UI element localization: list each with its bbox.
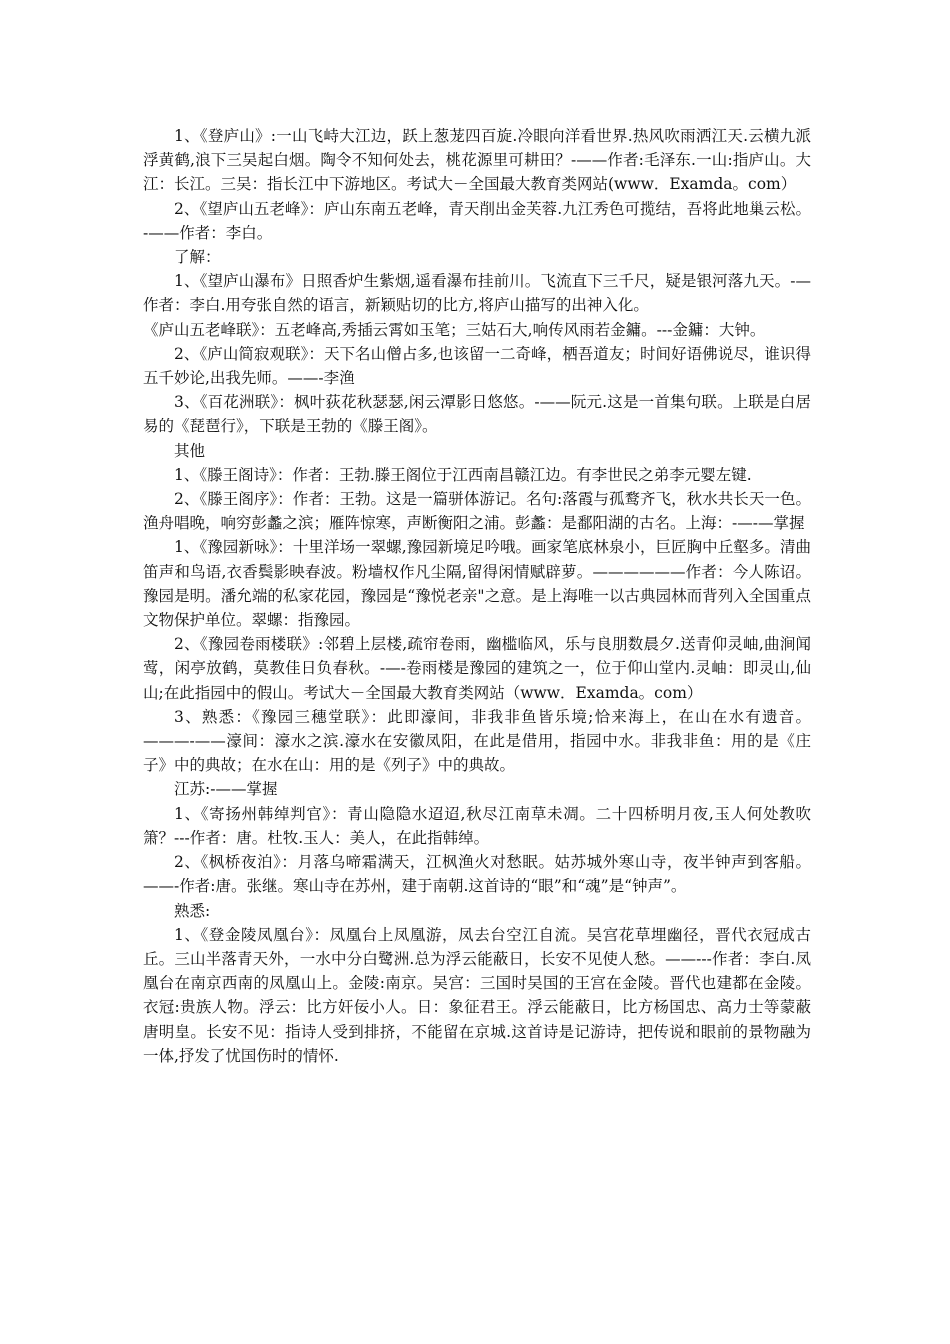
paragraph-yuyuan-juanyulou-couplet: 2、《豫园卷雨楼联》:邻碧上层楼,疏帘卷雨，幽槛临风，乐与良朋数晨夕.送青仰灵岫,曲涧闻莺，闲亭放鹤，莫教佳日负春秋。-—-卷雨楼是豫园的建筑之一，位于仰山堂内.灵岫：即灵山,仙山;在此指园中的假山。考试大－全国最大教育类网站（www．Examda。com） [143, 635, 811, 702]
paragraph-jianjiguan-couplet: 2、《庐山简寂观联》：天下名山僧占多,也该留一二奇峰，栖吾道友；时间好语佛说尽，谁识得五千妙论,出我先师。——-李渔 [143, 344, 811, 388]
document-page [143, 124, 811, 1068]
section-heading-familiar: 熟悉: [174, 901, 211, 920]
paragraph-jinling-poem: 1、《登金陵凤凰台》：凤凰台上凤凰游，凤去台空江自流。吴宫花草埋幽径，晋代衣冠成古丘。三山半落青天外，一水中分白鹭洲.总为浮云能蔽日，长安不见使人愁。——---作者：李白.凤凰台在南京西南的凤凰山上。金陵:南京。吴宫：三国时吴国的王宫在金陵。晋代也建都在金陵。衣冠:贵族人物。浮云：比方奸佞小人。日：象征君王。浮云能蔽日，比方杨国忠、高力士等蒙蔽唐明皇。长安不见：指诗人受到排挤，不能留在京城.这首诗是记游诗，把传说和眼前的景物融为一体,抒发了忧国伤时的情怀. [143, 925, 811, 1065]
paragraph-tengwangge-preface: 2、《滕王阁序》：作者：王勃。这是一篇骈体游记。名句:落霞与孤鹜齐飞，秋水共长天一色。渔舟唱晚，响穷彭蠡之滨；雁阵惊寒，声断衡阳之浦。彭蠡：是鄱阳湖的古名。上海：-—-—掌握 [143, 490, 811, 533]
paragraph-yuyuan-poem: 1、《豫园新咏》：十里洋场一翠螺,豫园新境足吟哦。画家笔底林泉小，巨匠胸中丘壑多。清曲笛声和鸟语,衣香鬓影映春波。粉墙权作凡尘隔,留得闲情赋辟萝。——————作者：今人陈诏。豫园是明。潘允端的私家花园，豫园是“豫悦老亲"之意。是上海唯一以古典园林而背列入全国重点文物保护单位。翠螺：指豫园。 [143, 538, 811, 630]
paragraph-fengqiao-poem: 2、《枫桥夜泊》：月落乌啼霜满天，江枫渔火对愁眠。姑苏城外寒山寺，夜半钟声到客船。——-作者:唐。张继。寒山寺在苏州，建于南朝.这首诗的“眼”和“魂”是“钟声”。 [143, 853, 811, 896]
section-heading-other: 其他 [174, 441, 206, 460]
section-heading-understand: 了解： [174, 248, 221, 267]
paragraph-waterfall-poem: 1、《望庐山瀑布》日照香炉生紫烟,遥看瀑布挂前川。飞流直下三千尺，疑是银河落九天。-—作者：李白.用夸张自然的语言，新颖贴切的比方,将庐山描写的出神入化。 [143, 272, 811, 315]
paragraph-yangzhou-poem: 1、《寄扬州韩绰判官》：青山隐隐水迢迢,秋尽江南草未凋。二十四桥明月夜,玉人何处教吹箫？---作者：唐。杜牧.玉人：美人，在此指韩绰。 [143, 804, 811, 847]
paragraph-yuyuan-sansuitang-couplet: 3、熟悉：《豫园三穗堂联》：此即濠间，非我非鱼皆乐境;恰来海上，在山在水有遗音。———-——濠间：濠水之滨.濠水在安徽凤阳，在此是借用，指园中水。非我非鱼：用的是《庄子》中的典故；在水在山：用的是《列子》中的典故。 [143, 707, 811, 775]
paragraph-lushan-poem: 1、《登庐山》:一山飞峙大江边，跃上葱茏四百旋.冷眼向洋看世界.热风吹雨洒江天.云横九派浮黄鹤,浪下三吴起白烟。陶令不知何处去，桃花源里可耕田？-——作者:毛泽东.一山:指庐山。大江：长江。三吴：指长江中下游地区。考试大－全国最大教育类网站(www．Examda。com） [143, 127, 811, 194]
paragraph-tengwangge-poem: 1、《滕王阁诗》：作者：王勃.滕王阁位于江西南昌赣江边。有李世民之弟李元婴左键. [174, 465, 752, 484]
paragraph-baihuazhou-couplet: 3、《百花洲联》：枫叶荻花秋瑟瑟,闲云潭影日悠悠。-——阮元.这是一首集句联。上联是白居易的《琵琶行》，下联是王勃的《滕王阁》。 [143, 393, 811, 436]
section-heading-jiangsu: 江苏:-——掌握 [174, 780, 278, 799]
paragraph-wulaofeng-poem: 2、《望庐山五老峰》：庐山东南五老峰，青天削出金芙蓉.九江秀色可揽结，吾将此地巢云松。-——作者：李白。 [143, 199, 811, 242]
paragraph-wulaofeng-couplet: 《庐山五老峰联》：五老峰高,秀插云霄如玉笔；三姑石大,响传风雨若金鏞。---金鏞：大钟。 [143, 320, 766, 339]
